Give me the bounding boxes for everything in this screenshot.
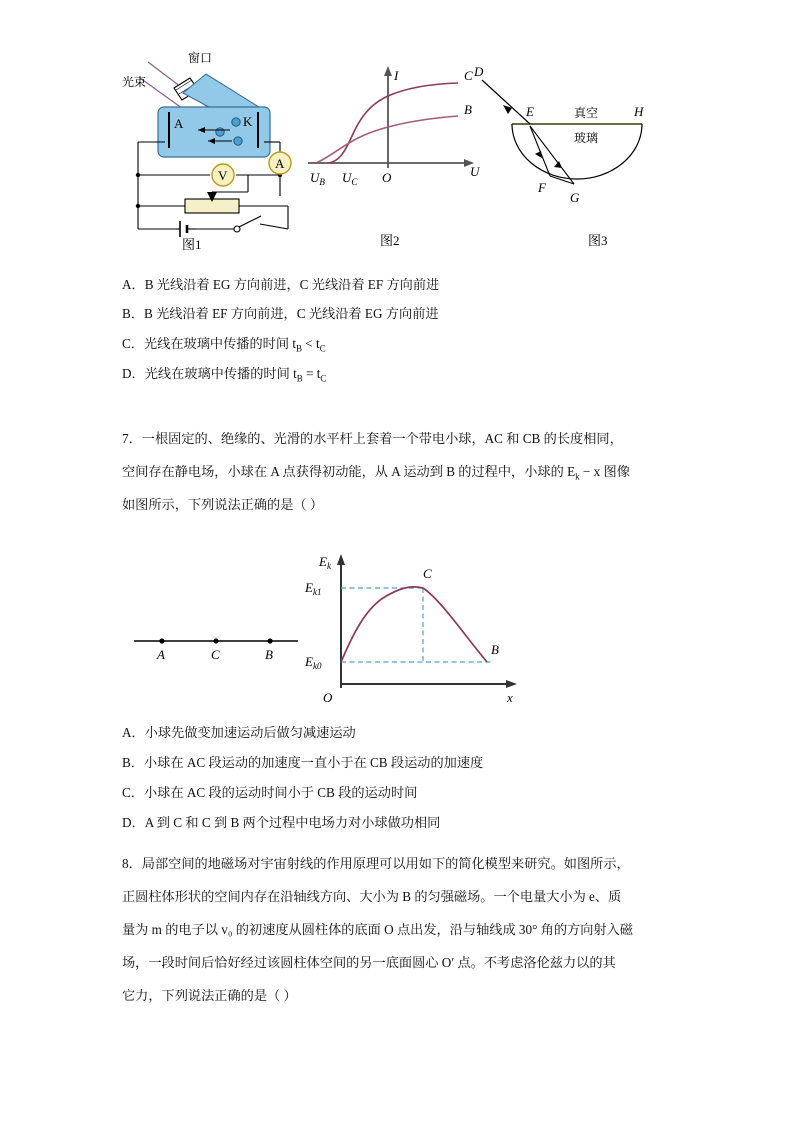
curve-B-label: B <box>464 102 472 117</box>
ek-y-axis-arrow <box>337 554 345 565</box>
q8-stem-line-5: 它力，下列说法正确的是（ ） <box>122 988 297 1003</box>
q6-option-c-text: C．光线在玻璃中传播的时间 t <box>122 336 297 351</box>
q6-option-c <box>122 333 326 354</box>
ek0-tick-label: $E_{k0}$ <box>305 654 322 671</box>
curve-B <box>316 116 458 163</box>
rod-point-A-label: A <box>157 647 165 662</box>
ek-origin-label: O <box>323 690 333 705</box>
q7-option-a: A．小球先做变加速运动后做匀减速运动 <box>122 725 356 740</box>
q7-option-d: D．A 到 C 和 C 到 B 两个过程中电场力对小球做功相同 <box>122 815 441 830</box>
q7-option-b: B．小球在 AC 段运动的加速度一直小于在 CB 段运动的加速度 <box>122 755 484 770</box>
vacuum-region-label: 真空 <box>574 106 599 120</box>
figure1-lightbeam-label: 光束 <box>122 75 147 89</box>
rheostat-icon <box>185 192 239 213</box>
q8-stem-line-2: 正圆柱体形状的空间内存在沿轴线方向、大小为 B 的匀强磁场。一个电量大小为 e、质 <box>122 889 622 904</box>
point-H-label: H <box>634 104 644 119</box>
q8-stem-line-3: 量为 m 的电子以 v₀ 的初速度从圆柱体的底面 O 点出发，沿与轴线成 30° 角的方向射入磁 <box>122 922 633 937</box>
figure-2-caption: 图2 <box>380 233 400 248</box>
q7-figure-group <box>120 538 680 713</box>
refracted-ray-EF <box>530 126 550 176</box>
rod-point-B-label: B <box>265 647 273 662</box>
q6-option-c-sub2: C <box>319 343 326 354</box>
figure1-window-label: 窗口 <box>188 51 213 65</box>
ek-y-axis-label: $E_k$ <box>319 554 331 571</box>
voltmeter-icon <box>212 164 234 186</box>
figure2-ub-label: $U_B$ <box>310 170 325 187</box>
figure2-x-axis-label: U <box>470 164 480 179</box>
q7-ek-subscript: k <box>575 471 580 482</box>
point-G-label: G <box>570 190 580 205</box>
glass-region-label: 玻璃 <box>574 131 599 145</box>
ek-peak-C-label: C <box>423 566 432 581</box>
voltmeter-label: V <box>218 168 228 183</box>
q6-option-c-sub1: B <box>296 343 302 354</box>
figure2-origin-label: O <box>382 170 392 185</box>
switch-icon <box>234 216 261 232</box>
q6-option-a: A．B 光线沿着 EG 方向前进，C 光线沿着 EF 方向前进 <box>122 277 440 292</box>
q6-option-d-sub2: C <box>320 373 327 384</box>
point-F-label: F <box>538 180 546 195</box>
ek-curve <box>341 587 487 662</box>
figure2-y-axis-arrow <box>384 66 392 76</box>
figure-3-caption: 图3 <box>588 233 608 248</box>
q7-stem-line-1: 7．一根固定的、绝缘的、光滑的水平杆上套着一个带电小球，AC 和 CB 的长度相同， <box>122 431 623 446</box>
point-E-label: E <box>526 104 534 119</box>
figure-2-iu-curves <box>298 58 488 248</box>
point-D-label: D <box>474 64 484 79</box>
ek-dashed-guides <box>341 588 491 662</box>
q6-option-d-sub1: B <box>296 373 303 384</box>
q6-option-d-mid: = t <box>302 366 321 381</box>
q6-option-d <box>122 363 326 384</box>
q7-option-c: C．小球在 AC 段的运动时间小于 CB 段的运动时间 <box>122 785 418 800</box>
ek1-tick-label: $E_{k1}$ <box>305 580 322 597</box>
q7-stem-line-2-tail: − x 图像 <box>579 464 630 479</box>
figure-1-photoelectric-circuit <box>120 44 310 252</box>
q7-stem-line-2-text: 空间存在静电场，小球在 A 点获得初动能，从 A 运动到 B 的过程中，小球的 E <box>122 464 576 479</box>
ek-x-axis-label: x <box>507 690 513 705</box>
q6-option-c-mid: < t <box>302 336 320 351</box>
cathode-label: K <box>243 114 253 129</box>
figure-ek-x-graph <box>295 538 535 708</box>
q6-option-d-text: D．光线在玻璃中传播的时间 t <box>122 366 297 381</box>
figure-charged-rod <box>130 623 310 673</box>
curve-C <box>328 83 458 163</box>
q7-stem-line-2 <box>122 463 630 486</box>
curve-C-label: C <box>464 68 473 83</box>
figure-row <box>120 44 680 259</box>
incident-ray-DE <box>482 80 530 124</box>
ek-end-B-label: B <box>491 642 499 657</box>
ek-x-axis-arrow <box>506 680 517 688</box>
q7-stem-line-3: 如图所示，下列说法正确的是（ ） <box>122 497 324 512</box>
anode-label: A <box>174 116 184 131</box>
ammeter-label: A <box>275 156 285 171</box>
q6-option-b: B．B 光线沿着 EF 方向前进，C 光线沿着 EG 方向前进 <box>122 306 439 321</box>
figure2-uc-label: $U_C$ <box>342 170 358 187</box>
ammeter-icon <box>269 152 291 174</box>
figure-3-glass-refraction <box>470 62 680 248</box>
rod-point-C-label: C <box>211 647 220 662</box>
q8-stem-line-4: 场，一段时间后恰好经过该圆柱体空间的另一底面圆心 O′ 点。不考虑洛伦兹力以的其 <box>122 955 616 970</box>
q8-stem-line-1: 8．局部空间的地磁场对宇宙射线的作用原理可以用如下的简化模型来研究。如图所示， <box>122 856 630 871</box>
figure-1-caption: 图1 <box>182 237 202 252</box>
figure2-y-axis-label: I <box>394 68 399 83</box>
